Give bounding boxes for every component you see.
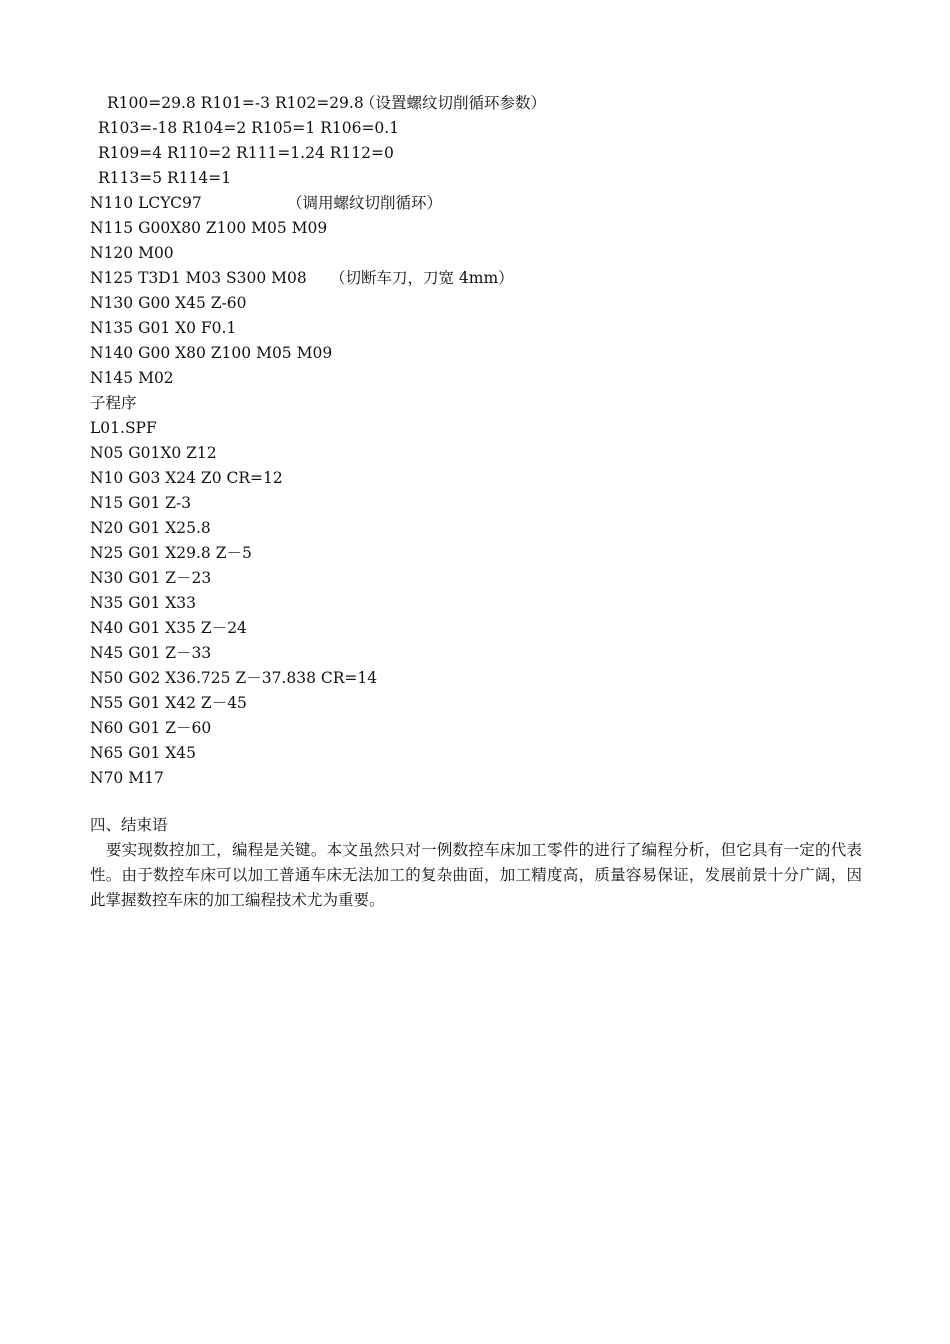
program-code: L01.SPF xyxy=(90,419,157,437)
program-line xyxy=(90,217,327,239)
program-code: N05 G01X0 Z12 xyxy=(90,444,217,462)
program-line xyxy=(90,267,514,289)
program-code: N15 G01 Z-3 xyxy=(90,494,192,512)
program-line xyxy=(90,392,137,414)
program-line xyxy=(90,592,196,614)
program-code: R113=5 R114=1 xyxy=(98,169,232,187)
program-code: N35 G01 X33 xyxy=(90,594,197,612)
program-code: N40 G01 X35 Z－24 xyxy=(90,619,247,637)
program-code: N115 G00X80 Z100 M05 M09 xyxy=(90,219,328,237)
conclusion-paragraph: 要实现数控加工，编程是关键。本文虽然只对一例数控车床加工零件的进行了编程分析，但它具有一定的代表性。由于数控车床可以加工普通车床无法加工的复杂曲面，加工精度高，质量容易保证，发展前景十分广阔，因此掌握数控车床的加工编程技术尤为重要。 xyxy=(90,841,862,909)
section-heading: 四、结束语 xyxy=(90,816,168,834)
program-code: N50 G02 X36.725 Z－37.838 CR=14 xyxy=(90,669,378,687)
program-comment: （调用螺纹切削循环） xyxy=(287,194,443,212)
program-code: 子程序 xyxy=(90,394,137,412)
program-code: N130 G00 X45 Z-60 xyxy=(90,294,247,312)
program-code: N20 G01 X25.8 xyxy=(90,519,211,537)
program-code: N135 G01 X0 F0.1 xyxy=(90,319,237,337)
program-line xyxy=(90,442,217,464)
program-code: N70 M17 xyxy=(90,769,164,787)
program-code: N65 G01 X45 xyxy=(90,744,197,762)
program-code: R103=-18 R104=2 R105=1 R106=0.1 xyxy=(98,119,400,137)
program-line xyxy=(90,617,247,639)
program-code: N140 G00 X80 Z100 M05 M09 xyxy=(90,344,333,362)
program-comment: （切断车刀，刀宽 4mm） xyxy=(330,269,514,287)
program-code: N10 G03 X24 Z0 CR=12 xyxy=(90,469,283,487)
program-line xyxy=(90,492,191,514)
program-line xyxy=(90,192,443,214)
program-line xyxy=(90,242,174,264)
program-line xyxy=(90,292,247,314)
program-code: N45 G01 Z－33 xyxy=(90,644,212,662)
program-line xyxy=(98,117,399,139)
program-code: N30 G01 Z－23 xyxy=(90,569,212,587)
program-line xyxy=(90,642,211,664)
program-code: N125 T3D1 M03 S300 M08 xyxy=(90,269,307,287)
program-line xyxy=(107,92,547,114)
program-line xyxy=(90,567,211,589)
program-code: R100=29.8 R101=-3 R102=29.8 xyxy=(107,94,364,112)
program-line xyxy=(90,692,247,714)
program-code: N55 G01 X42 Z－45 xyxy=(90,694,247,712)
program-code: N25 G01 X29.8 Z－5 xyxy=(90,544,252,562)
program-code: N145 M02 xyxy=(90,369,174,387)
program-code: N110 LCYC97 xyxy=(90,194,202,212)
program-line xyxy=(90,767,164,789)
program-line xyxy=(90,317,236,339)
program-line xyxy=(90,517,211,539)
program-code: N120 M00 xyxy=(90,244,174,262)
program-line xyxy=(90,467,283,489)
program-line xyxy=(90,342,332,364)
program-code: R109=4 R110=2 R111=1.24 R112=0 xyxy=(98,144,394,162)
program-line xyxy=(90,742,196,764)
program-line xyxy=(98,142,394,164)
program-line xyxy=(90,667,377,689)
program-line xyxy=(90,717,211,739)
program-line xyxy=(90,542,252,564)
program-code: N60 G01 Z－60 xyxy=(90,719,212,737)
program-comment: （设置螺纹切削循环参数） xyxy=(360,94,547,112)
program-line xyxy=(90,417,157,439)
program-line xyxy=(90,367,174,389)
program-line xyxy=(98,167,231,189)
